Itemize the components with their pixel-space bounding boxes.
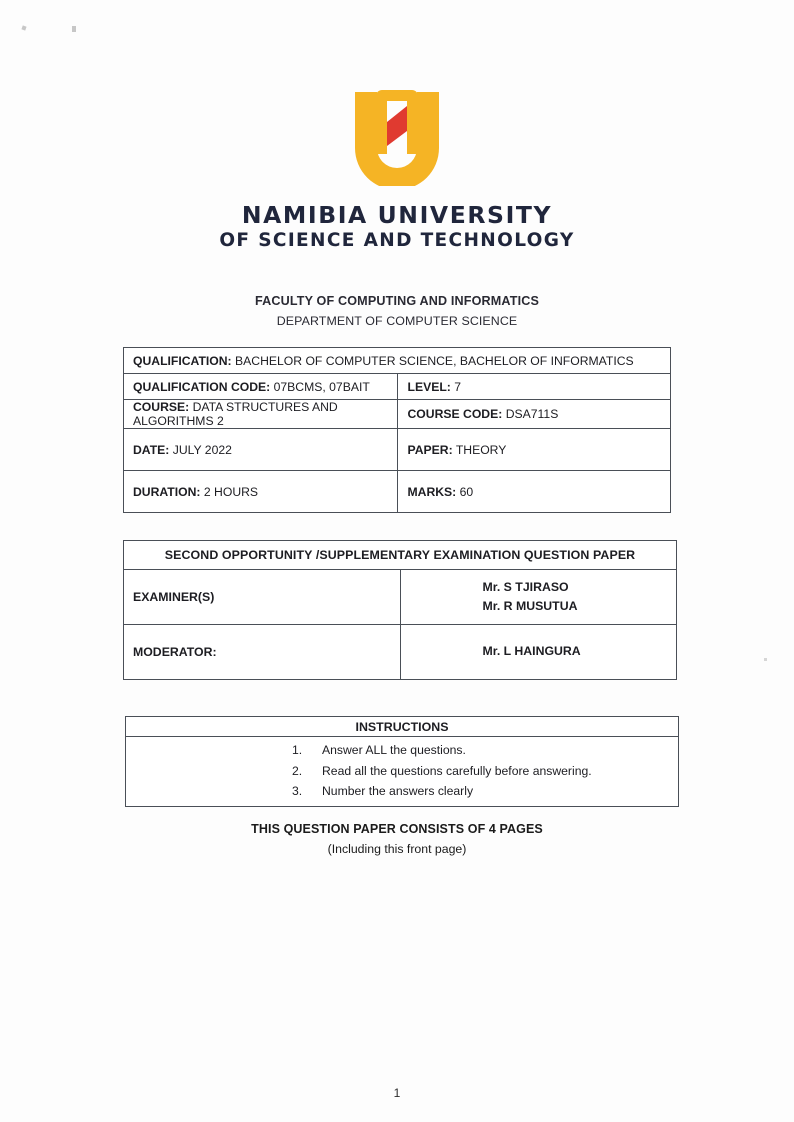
course-label: COURSE: — [133, 400, 190, 414]
page-count-note: (Including this front page) — [327, 842, 467, 856]
moderator-name: Mr. L HAINGURA — [400, 625, 677, 680]
qualification-code-cell — [124, 374, 398, 400]
table-row — [126, 717, 679, 737]
examiner-name: Mr. S TJIRASO — [482, 579, 569, 594]
university-name-line1: NAMIBIA UNIVERSITY — [241, 201, 553, 229]
list-item: Answer ALL the questions. — [322, 743, 466, 757]
nust-shield-logo-icon — [349, 88, 445, 186]
page-number: 1 — [393, 1086, 401, 1100]
course-code-label: COURSE CODE: — [407, 407, 503, 421]
course-cell — [124, 400, 398, 429]
duration-label: DURATION: — [133, 484, 201, 499]
qualification-cell — [124, 348, 671, 374]
scan-artifact-speck — [764, 658, 767, 661]
date-value: JULY 2022 — [172, 442, 232, 457]
exam-details-table — [123, 347, 671, 513]
marks-label: MARKS: — [407, 484, 457, 499]
level-value: 7 — [454, 379, 462, 394]
instructions-title: INSTRUCTIONS — [126, 717, 679, 737]
date-label: DATE: — [133, 442, 170, 457]
exam-paper-title: SECOND OPPORTUNITY /SUPPLEMENTARY EXAMINATION QUESTION PAPER — [124, 541, 677, 570]
course-code-value: DSA711S — [505, 407, 559, 421]
table-row — [124, 429, 671, 471]
department-heading: DEPARTMENT OF COMPUTER SCIENCE — [276, 314, 518, 328]
course-value: DATA STRUCTURES AND ALGORITHMS 2 — [133, 400, 338, 428]
paper-value: THEORY — [455, 442, 507, 457]
qualification-code-value: 07BCMS, 07BAIT — [273, 379, 370, 394]
table-row — [124, 570, 677, 625]
instructions-list — [134, 740, 670, 802]
qualification-code-label: QUALIFICATION CODE: — [133, 379, 271, 394]
instructions-body — [126, 737, 679, 807]
table-row — [124, 374, 671, 400]
examiner-moderator-table — [123, 540, 677, 680]
moderator-label: MODERATOR: — [124, 625, 401, 680]
qualification-value: BACHELOR OF COMPUTER SCIENCE, BACHELOR OF INFORMATICS — [235, 353, 634, 368]
page-count-statement: THIS QUESTION PAPER CONSISTS OF 4 PAGES — [251, 822, 543, 836]
scan-artifact-speck — [21, 25, 26, 30]
table-row — [124, 471, 671, 513]
level-cell — [397, 374, 671, 400]
faculty-heading: FACULTY OF COMPUTING AND INFORMATICS — [254, 294, 540, 308]
table-row — [124, 541, 677, 570]
list-item: Read all the questions carefully before answering. — [322, 763, 592, 778]
table-row — [124, 625, 677, 680]
examiner-label: EXAMINER(S) — [124, 570, 401, 625]
duration-value: 2 HOURS — [203, 484, 259, 499]
table-row — [124, 400, 671, 429]
scan-artifact-speck — [72, 26, 76, 32]
marks-cell — [397, 471, 671, 513]
university-name-line2: OF SCIENCE AND TECHNOLOGY — [219, 230, 575, 252]
table-row — [124, 348, 671, 374]
level-label: LEVEL: — [407, 379, 451, 394]
paper-cell — [397, 429, 671, 471]
course-code-cell — [397, 400, 671, 429]
examiner-name: Mr. R MUSUTUA — [482, 599, 578, 613]
instructions-table — [125, 716, 679, 807]
duration-cell — [124, 471, 398, 513]
qualification-label: QUALIFICATION: — [133, 353, 232, 368]
table-row — [126, 737, 679, 807]
examiner-names — [400, 570, 677, 625]
list-item: Number the answers clearly — [322, 784, 474, 798]
date-cell — [124, 429, 398, 471]
university-logo-block — [0, 88, 794, 254]
paper-label: PAPER: — [407, 442, 453, 457]
marks-value: 60 — [459, 484, 474, 499]
